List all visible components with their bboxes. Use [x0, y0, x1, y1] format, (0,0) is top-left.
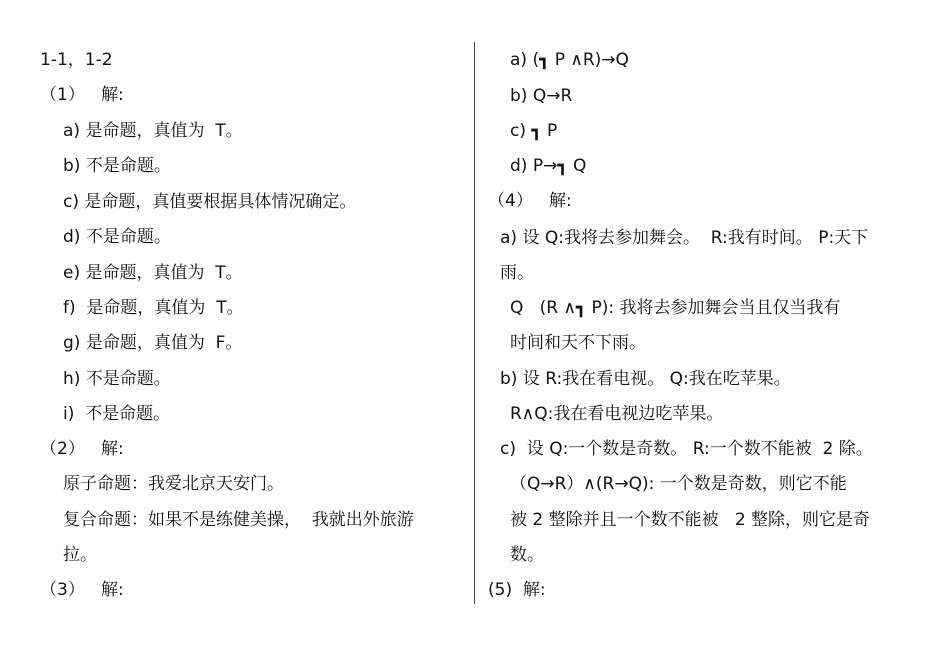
q3-answer-b: b) Q→R [510, 86, 573, 106]
q4-answer-c-formula-end: 数。 [510, 545, 544, 565]
q2-compound-proposition: 复合命题：如果不是练健美操， 我就出外旅游 [63, 510, 414, 530]
q2-compound-proposition-cont: 拉。 [63, 545, 97, 565]
q4-answer-a-formula-cont: 时间和天不下雨。 [510, 333, 646, 353]
q4-answer-a-cont: 雨。 [500, 263, 534, 283]
q1-answer-a: a) 是命题，真值为 T。 [63, 121, 243, 141]
q4-answer-b: b) 设 R:我在看电视。 Q:我在吃苹果。 [500, 369, 791, 389]
q3-answer-c: c) ┓ P [510, 121, 558, 141]
q1-answer-f: f) 是命题，真值为 T。 [63, 298, 244, 318]
q1-answer-h: h) 不是命题。 [63, 369, 171, 389]
q1-answer-b: b) 不是命题。 [63, 156, 171, 176]
q4-answer-a: a) 设 Q:我将去参加舞会。 R:我有时间。 P:天下 [500, 228, 869, 248]
q4-answer-b-formula: R∧Q:我在看电视边吃苹果。 [510, 404, 724, 424]
question-3-title: （3） 解: [40, 580, 124, 600]
question-4-title: （4） 解: [488, 191, 572, 211]
column-divider [474, 42, 475, 604]
q1-answer-c: c) 是命题，真值要根据具体情况确定。 [63, 192, 357, 212]
q2-atomic-proposition: 原子命题：我爱北京天安门。 [63, 474, 284, 494]
q3-answer-d: d) P→┓ Q [510, 156, 587, 176]
q1-answer-i: i) 不是命题。 [63, 404, 171, 424]
q3-answer-a: a) (┓ P ∧R)→Q [510, 50, 629, 70]
question-5-title: (5) 解: [488, 580, 546, 600]
q4-answer-a-formula: Q (R ∧┓ P): 我将去参加舞会当且仅当我有 [510, 298, 841, 318]
q4-answer-c-formula: （Q→R）∧(R→Q): 一个数是奇数，则它不能 [510, 474, 847, 494]
q1-answer-e: e) 是命题，真值为 T。 [63, 263, 243, 283]
q1-answer-g: g) 是命题，真值为 F。 [63, 333, 243, 353]
question-2-title: （2） 解: [40, 439, 124, 459]
question-1-title: （1） 解: [40, 85, 124, 105]
section-header: 1-1，1-2 [40, 50, 113, 70]
q4-answer-c: c) 设 Q:一个数是奇数。 R:一个数不能被 2 除。 [500, 439, 873, 459]
q4-answer-c-formula-cont: 被 2 整除并且一个数不能被 2 整除，则它是奇 [510, 510, 871, 530]
q1-answer-d: d) 不是命题。 [63, 227, 171, 247]
